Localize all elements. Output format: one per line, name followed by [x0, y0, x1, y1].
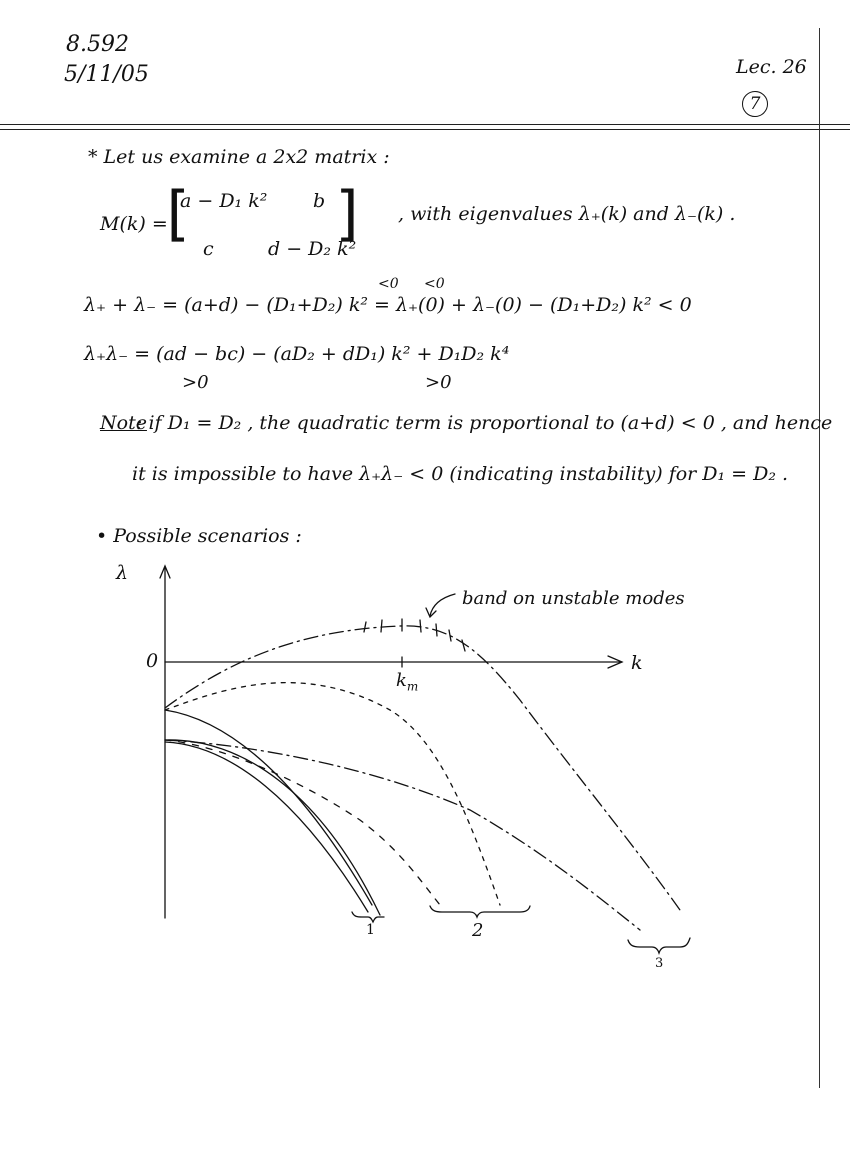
lecture-number: Lec. 26	[736, 56, 807, 78]
curve-2a	[165, 683, 500, 905]
note-line-1: : if D₁ = D₂ , the quadratic term is proportional to (a+d) < 0 , and hence	[136, 412, 833, 434]
curve-1c	[165, 710, 372, 905]
product-equation: λ₊λ₋ = (ad − bc) − (aD₂ + dD₁) k² + D₁D₂ k⁴	[84, 343, 510, 365]
km-letter: k	[396, 670, 407, 691]
band-label: band on unstable modes	[462, 588, 685, 609]
curve-label-1: 1	[366, 922, 375, 938]
km-subscript: m	[406, 679, 419, 694]
sum-annotation-2: <0	[424, 276, 445, 292]
matrix-m22: d − D₂ k²	[268, 238, 357, 260]
matrix-lhs: M(k) =	[100, 213, 168, 235]
matrix-m21: c	[203, 238, 214, 260]
lecture-date: 5/11/05	[64, 62, 149, 87]
intro-text: * Let us examine a 2x2 matrix :	[88, 146, 390, 168]
course-number: 8.592	[66, 32, 129, 57]
product-annotation-2: >0	[425, 372, 452, 393]
curve-label-3: 3	[655, 956, 664, 971]
curve-3a	[165, 626, 680, 910]
matrix-right-bracket: ]	[331, 179, 368, 249]
matrix-m12: b	[313, 190, 326, 212]
curve-1a	[165, 740, 380, 915]
product-annotation-1: >0	[182, 372, 209, 393]
curve-label-2: 2	[472, 920, 484, 941]
y-axis-label: λ	[116, 562, 129, 584]
sum-equation: λ₊ + λ₋ = (a+d) − (D₁+D₂) k² = λ₊(0) + λ₋(0) − (D₁+D₂) k² < 0	[84, 294, 692, 316]
scenarios-heading: • Possible scenarios :	[96, 525, 302, 547]
brace-2	[430, 906, 530, 917]
matrix-m11: a − D₁ k²	[180, 190, 268, 212]
curve-3b	[165, 740, 640, 930]
zero-label: 0	[146, 650, 159, 672]
note-line-2: it is impossible to have λ₊λ₋ < 0 (indicating instability) for D₁ = D₂ .	[132, 463, 789, 485]
matrix-left-bracket: [	[158, 179, 195, 249]
brace-3	[628, 938, 690, 953]
page-number: 7	[742, 91, 768, 117]
note-label: Note	[100, 412, 147, 434]
x-axis-label: k	[631, 652, 643, 674]
eigenvalue-text: , with eigenvalues λ₊(k) and λ₋(k) .	[398, 203, 736, 225]
curve-1b	[165, 742, 368, 912]
sum-annotation-1: <0	[378, 276, 399, 292]
